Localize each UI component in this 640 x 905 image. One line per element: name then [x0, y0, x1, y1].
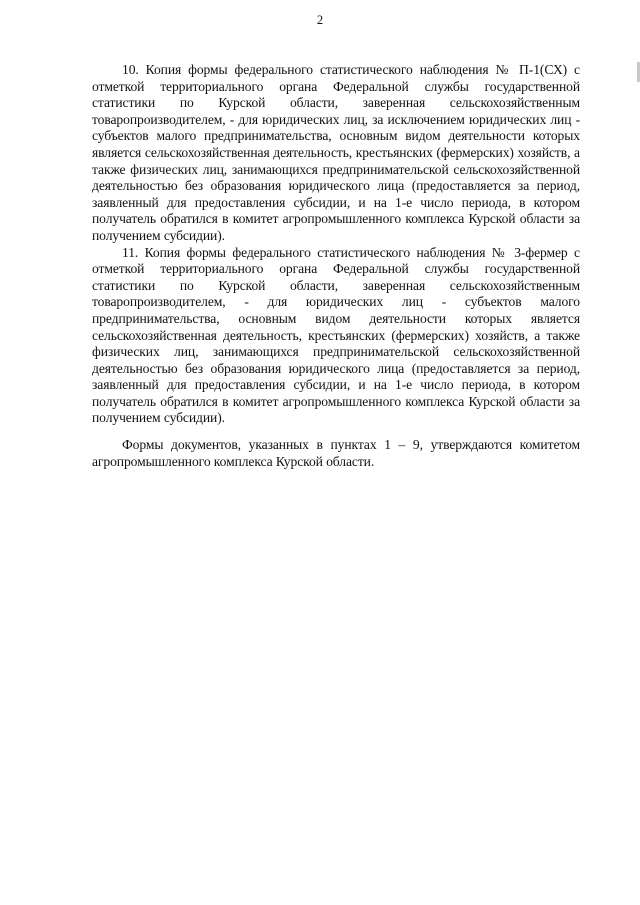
paragraph-item-10: 10. Копия формы федерального статистического наблюдения № П-1(СХ) с отметкой территориального органа Федеральной службы государственной статистики по Курской области, заверенная сельскохозяйственным товаропроизводителем, - для юридических лиц, за исключением юридических лиц - субъектов малого предпринимательства, основным видом деятельности которых является сельскохозяйственная деятельность, крестьянских (фермерских) хозяйств, а также физических лиц, занимающихся предпринимательской сельскохозяйственной деятельностью без образования юридического лица (предоставляется за период, заявленный для предоставления субсидии, и на 1-е число периода, в котором получатель обратился в комитет агропромышленного комплекса Курской области за получением субсидии).	[92, 62, 580, 243]
page-number: 2	[316, 13, 324, 27]
paragraph-item-11: 11. Копия формы федерального статистического наблюдения № 3-фермер с отметкой территориального органа Федеральной службы государственной статистики по Курской области, заверенная сельскохозяйственным товаропроизводителем, - для юридических лиц - субъектов малого предпринимательства, основным видом деятельности которых является сельскохозяйственная деятельность, крестьянских (фермерских) хозяйств, а также физических лиц, занимающихся предпринимательской сельскохозяйственной деятельностью без образования юридического лица (предоставляется за период, заявленный для предоставления субсидии, и на 1-е число периода, в котором получатель обратился в комитет агропромышленного комплекса Курской области за получением субсидии).	[92, 244, 580, 426]
paragraph-forms-approval: Формы документов, указанных в пунктах 1 – 9, утверждаются комитетом агропромышленного комплекса Курской области.	[92, 437, 580, 469]
document-body	[92, 62, 580, 470]
